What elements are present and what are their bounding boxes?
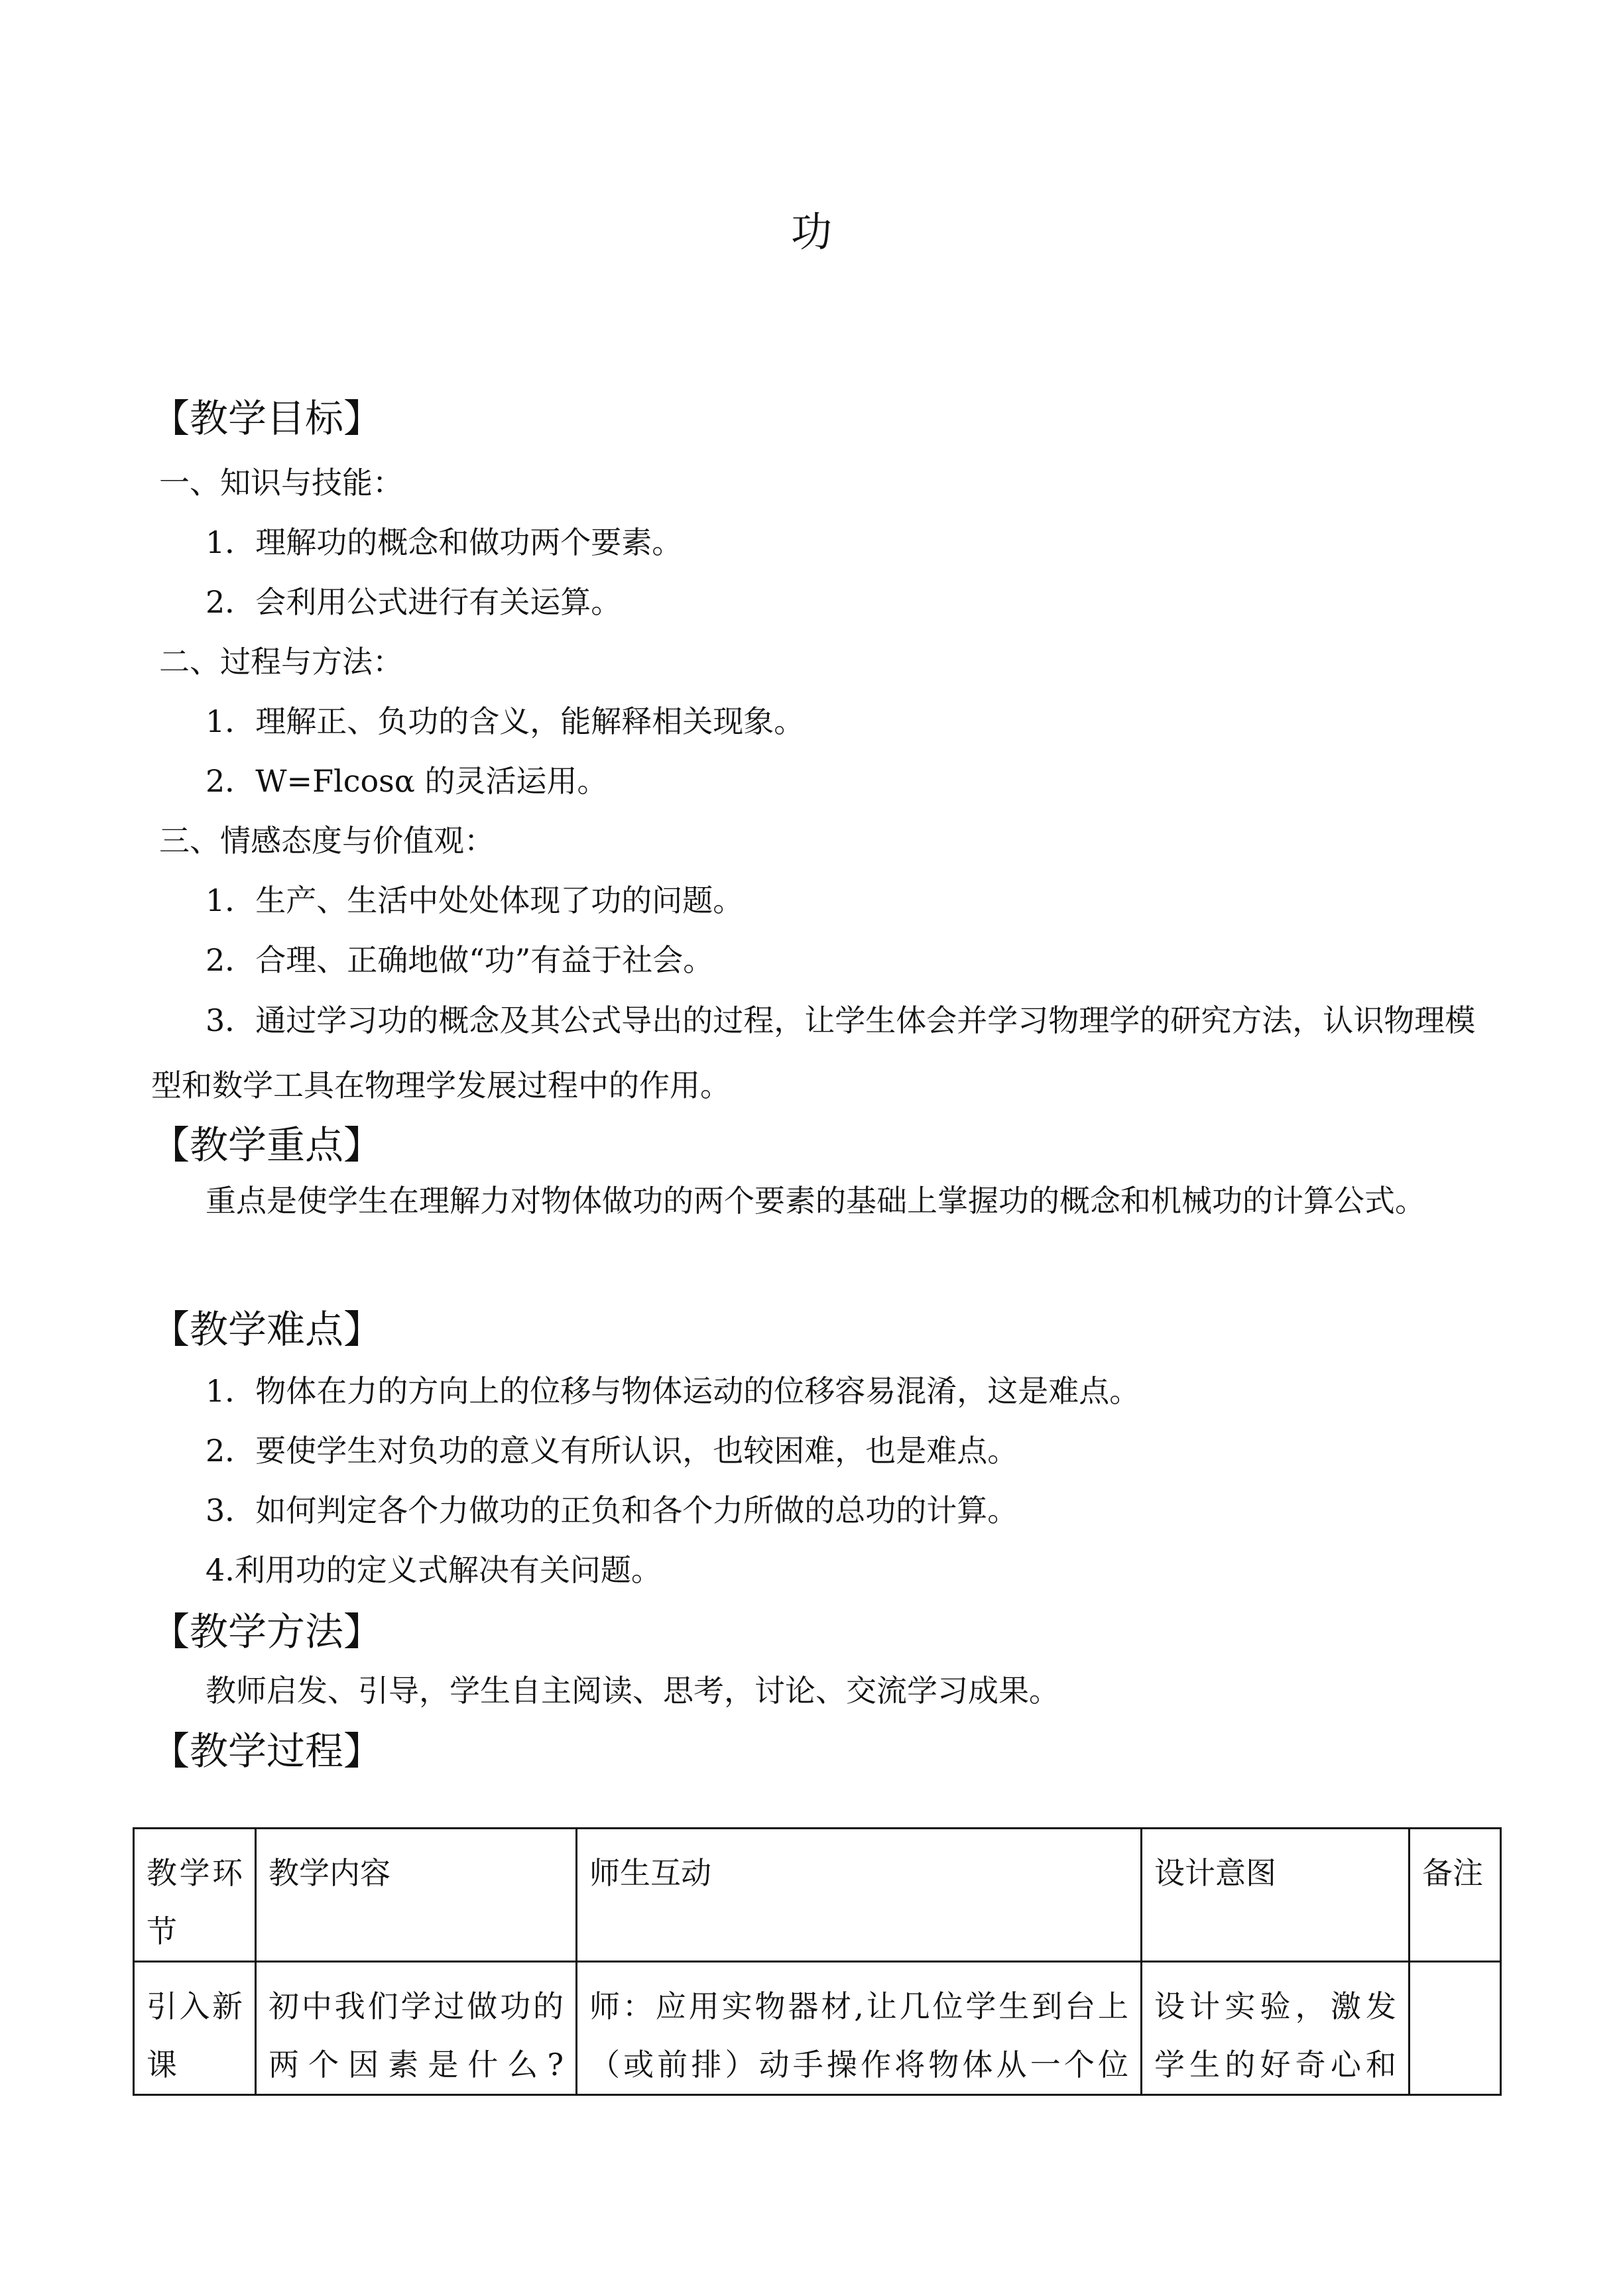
header-interaction: 师生互动 [577,1829,1142,1962]
attitude-label: 三、情感态度与价值观： [159,823,495,859]
cell-note [1410,1962,1501,2095]
cell-content: 初中我们学过做功的两个因素是什么? [256,1962,577,2095]
process-item-1: 1．理解正、负功的含义，能解释相关现象。 [206,703,805,739]
attitude-item-1: 1．生产、生活中处处体现了功的问题。 [206,882,744,918]
cell-interaction: 师：应用实物器材,让几位学生到台上（或前排）动手操作将物体从一个位 [577,1962,1142,2095]
methods-text: 教师启发、引导，学生自主阅读、思考，讨论、交流学习成果。 [206,1673,1059,1709]
table-header-row [134,1829,1501,1962]
key-points-heading: 【教学重点】 [151,1122,383,1168]
knowledge-label: 一、知识与技能： [159,465,403,501]
header-content: 教学内容 [256,1829,577,1962]
document-title: 功 [790,208,832,256]
table-row [134,1962,1501,2095]
difficulty-item-1: 1．物体在力的方向上的位移与物体运动的位移容易混淆，这是难点。 [206,1373,1140,1409]
knowledge-item-2: 2．会利用公式进行有关运算。 [206,584,622,620]
cell-intent: 设计实验，激发学生的好奇心和 [1142,1962,1410,2095]
attitude-item-3: 3．通过学习功的概念及其公式导出的过程，让学生体会并学习物理学的研究方法，认识物理模型和数学工具在物理学发展过程中的作用。 [151,1002,1476,1103]
header-stage: 教学环节 [134,1829,256,1962]
header-note: 备注 [1410,1829,1501,1962]
methods-heading: 【教学方法】 [151,1609,383,1654]
difficulties-heading: 【教学难点】 [151,1307,383,1352]
header-intent: 设计意图 [1142,1829,1410,1962]
teaching-process-table [133,1827,1502,2096]
difficulty-item-4: 4.利用功的定义式解决有关问题。 [206,1552,662,1588]
knowledge-item-1: 1．理解功的概念和做功两个要素。 [206,524,683,560]
objectives-heading: 【教学目标】 [151,396,383,441]
attitude-item-2: 2．合理、正确地做“功”有益于社会。 [206,942,714,978]
process-heading: 【教学过程】 [151,1728,383,1774]
key-points-text: 重点是使学生在理解力对物体做功的两个要素的基础上掌握功的概念和机械功的计算公式。 [206,1183,1425,1219]
process-label: 二、过程与方法： [159,644,403,680]
difficulty-item-3: 3．如何判定各个力做功的正负和各个力所做的总功的计算。 [206,1492,1018,1528]
difficulty-item-2: 2．要使学生对负功的意义有所认识，也较困难，也是难点。 [206,1433,1018,1469]
process-item-2: 2．W=Flcosα 的灵活运用。 [206,763,608,799]
cell-stage: 引入新课 [134,1962,256,2095]
